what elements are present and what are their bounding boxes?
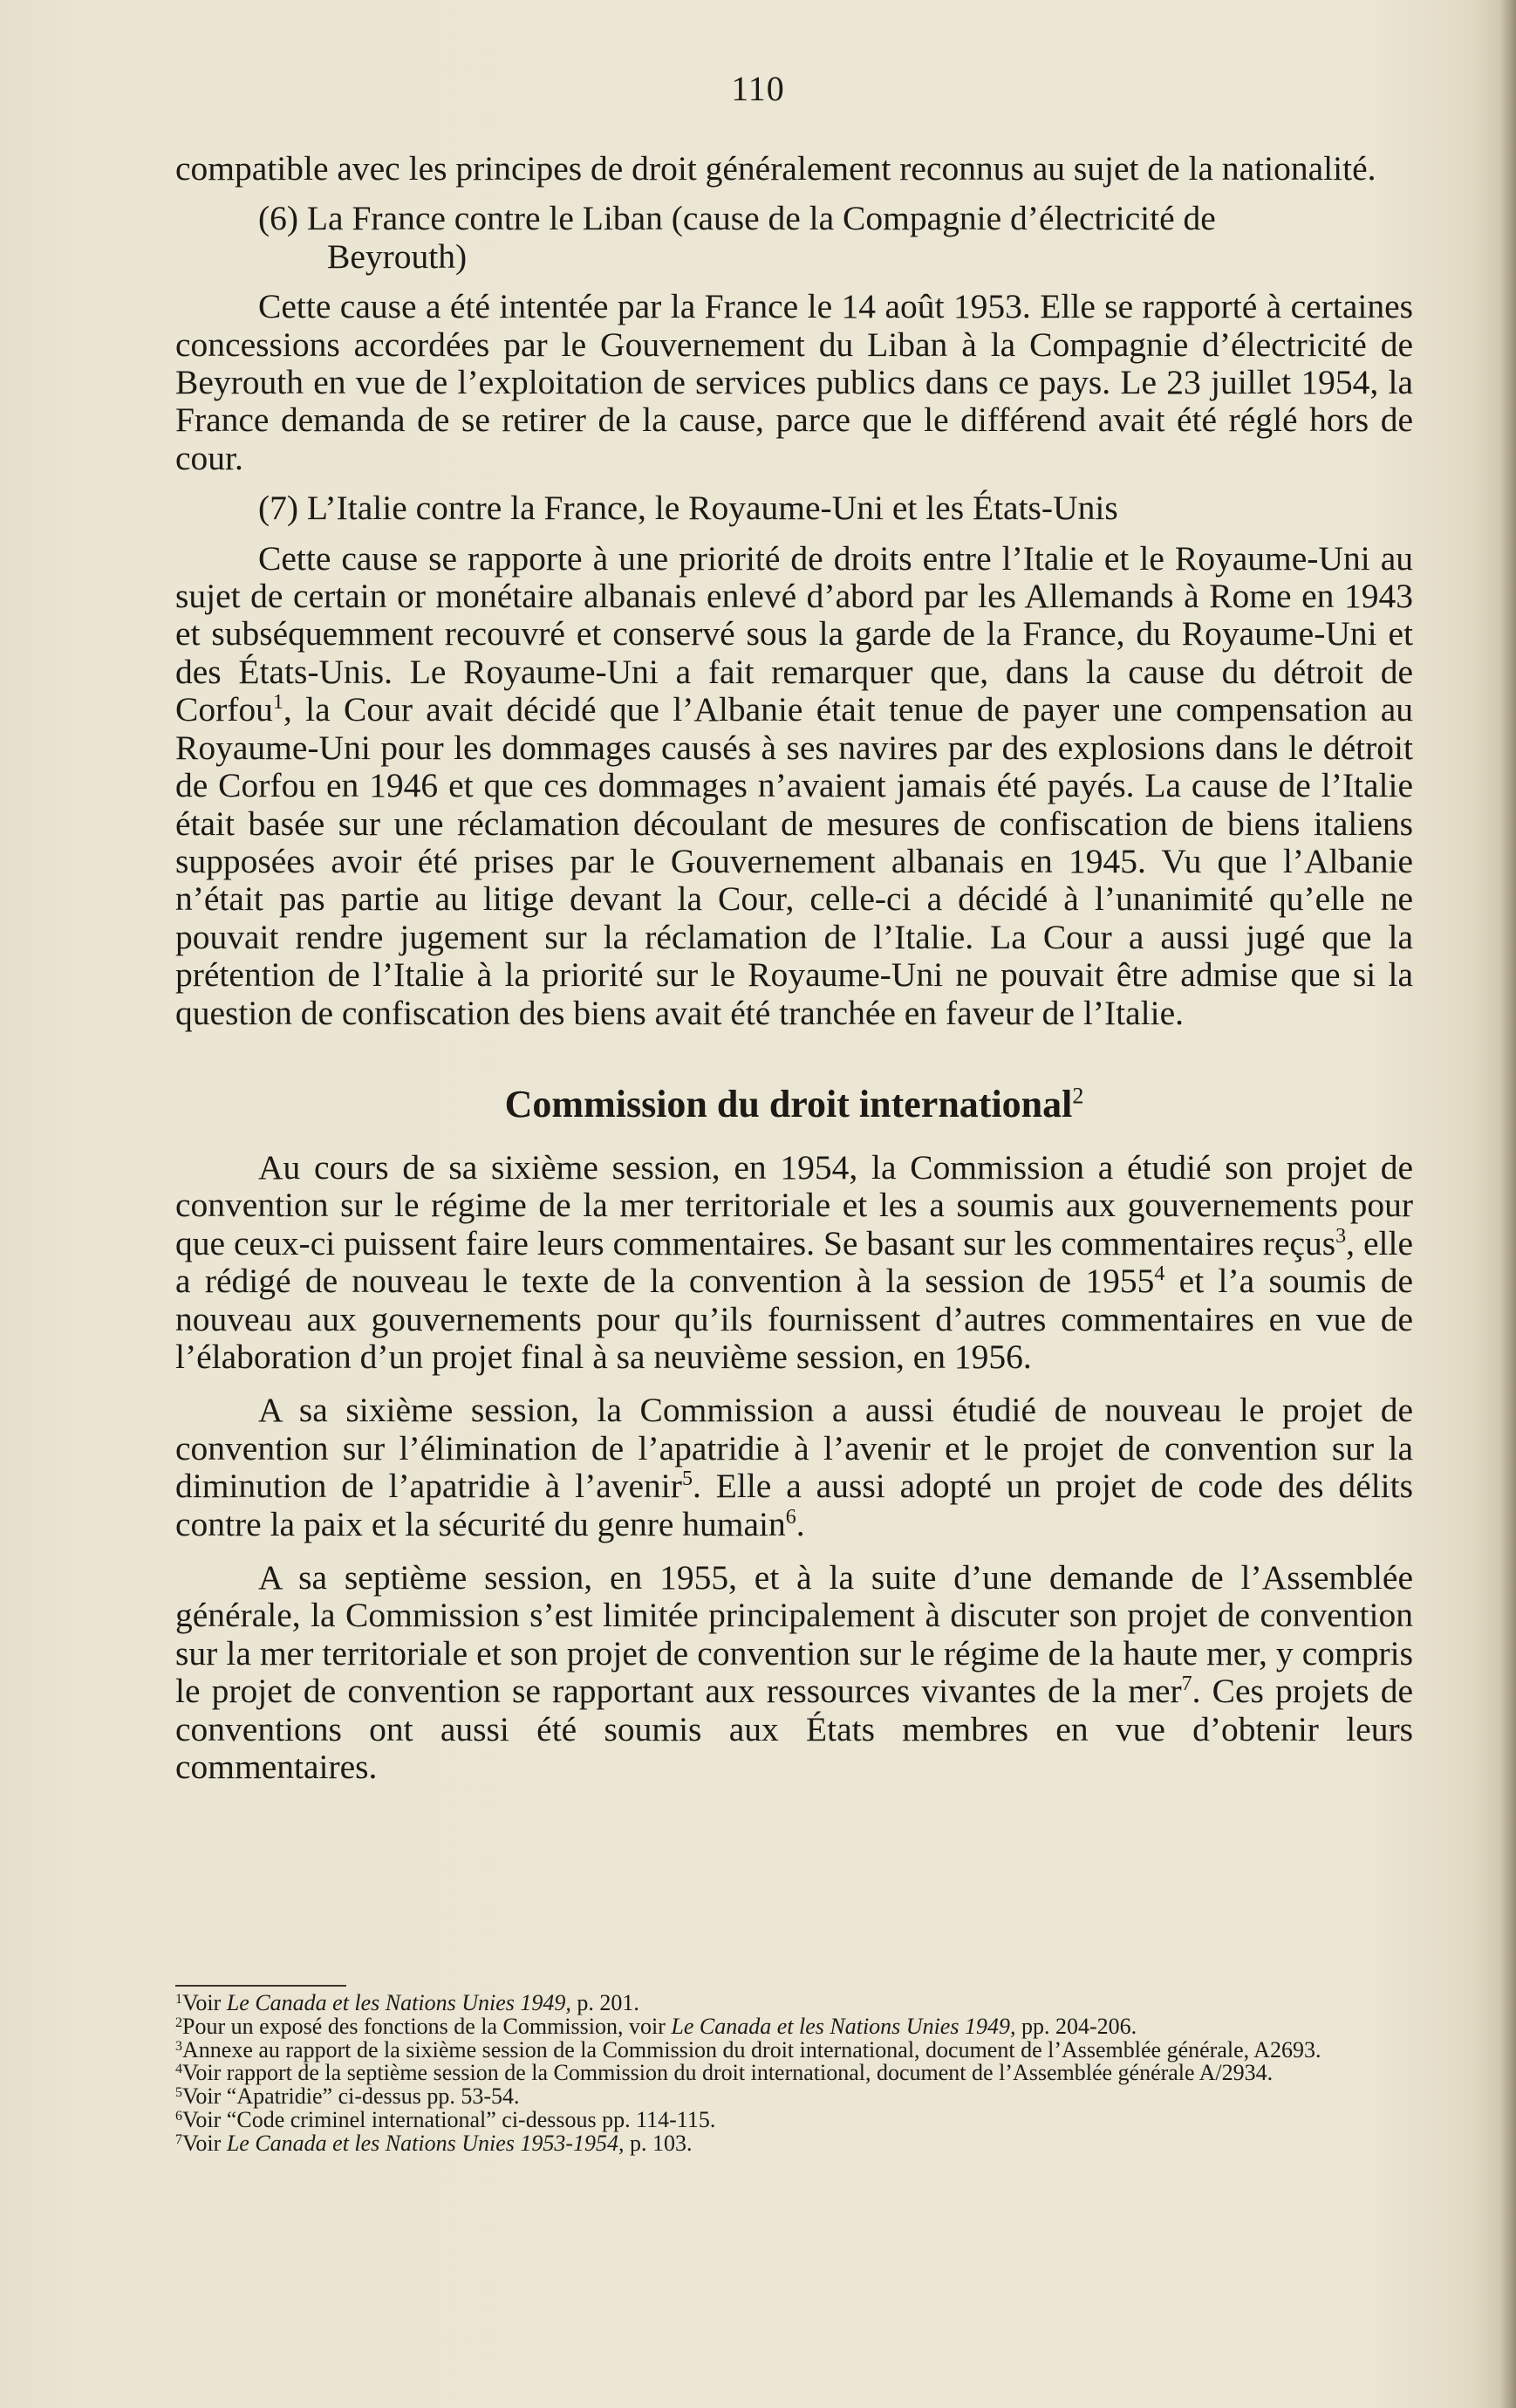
case-6-paragraph: Cette cause a été intentée par la France le 14 août 1953. Elle se rapporté à certaines concessions accordées par le Gouvernement du Liban à la Compagnie d’électricité de Beyrouth en vue de l’exploitation de services publics dans ce pays. Le 23 juillet 1954, la France demanda de se retirer de la cause, parce que le différend avait été réglé hors de cour. bbox=[175, 287, 1413, 477]
footnote-text: Annexe au rapport de la sixième session de la Commission du droit international, document de l’Assemblée générale, A2693. bbox=[182, 2036, 1321, 2063]
footnote-1 bbox=[175, 1992, 1413, 2015]
para1-part2: , elle a rédigé de nouveau le texte de la convention à la session de 1955 bbox=[175, 1223, 1413, 1301]
case-7-text-part2: , la Cour avait décidé que l’Albanie était tenue de payer une compensation au Royaume-Uni pour les dommages causés à ses navires par des explosions dans le détroit de Corfou en 1946 et que ces dommages n’avaient jamais été payés. La cause de l’Italie était basée sur une réclamation découlant de mesures de confiscation de biens italiens supposées avoir été prises par le Gouvernement albanais en 1945. Vu que l’Albanie n’était pas partie au litige devant la Cour, celle-ci a décidé à l’unanimité qu’elle ne pouvait rendre jugement sur la réclamation de l’Italie. La Cour a aussi jugé que la prétention de l’Italie à la priorité sur le Royaume-Uni ne pouvait être admise que si la question de confiscation des biens avait été tranchée en faveur de l’Italie. bbox=[175, 690, 1413, 1032]
intro-continuation: compatible avec les principes de droit généralement reconnus au sujet de la nationalité. bbox=[175, 149, 1376, 188]
para2-part2: . Elle a aussi adopté un projet de code des délits contre la paix et la sécurité du genre humain bbox=[175, 1467, 1414, 1543]
footnote-ref-4: 4 bbox=[1154, 1262, 1165, 1285]
footnote-text: Voir “Code criminel international” ci-dessous pp. 114-115. bbox=[182, 2106, 716, 2132]
footnote-ref-7: 7 bbox=[1181, 1673, 1192, 1696]
footnote-ref-6: 6 bbox=[785, 1505, 796, 1529]
footnote-number: 1 bbox=[175, 1992, 182, 2007]
footnote-number: 3 bbox=[175, 2038, 182, 2054]
section-title-text: Commission du droit international bbox=[504, 1082, 1073, 1125]
commission-paragraph-1 bbox=[175, 1149, 1413, 1376]
case-7-paragraph bbox=[175, 540, 1413, 1032]
footnote-2 bbox=[175, 2015, 1413, 2039]
footnote-7 bbox=[175, 2132, 1413, 2156]
footnote-ref-2: 2 bbox=[1072, 1083, 1084, 1109]
commission-paragraph-3 bbox=[175, 1559, 1413, 1786]
footnote-pages: p. 201. bbox=[570, 1990, 639, 2015]
footnote-text: Voir bbox=[182, 1990, 227, 2015]
footnotes bbox=[175, 1992, 1413, 2156]
footnote-4 bbox=[175, 2062, 1413, 2085]
section-title bbox=[175, 1083, 1413, 1126]
footnote-text: Voir “Apatridie” ci-dessus pp. 53-54. bbox=[182, 2083, 520, 2110]
para1-part3: et l’a soumis de nouveau aux gouvernements pour qu’ils fournissent d’autres commentaires en vue de l’élaboration d’un projet final à sa neuvième session, en 1956. bbox=[175, 1262, 1413, 1376]
para3-part1: A sa septième session, en 1955, et à la suite d’une demande de l’Assemblée générale, la Commission s’est limitée principalement à discuter son projet de convention sur la mer territoriale et son projet de convention sur le régime de la haute mer, y compris le projet de convention se rapportant aux ressources vivantes de la mer bbox=[175, 1558, 1413, 1711]
para3-part2: . Ces projets de conventions ont aussi été soumis aux États membres en vue d’obtenir leurs commentaires. bbox=[175, 1672, 1413, 1787]
footnote-text: Voir bbox=[182, 2130, 227, 2156]
para2-part3: . bbox=[796, 1504, 805, 1543]
footnote-text: Voir rapport de la septième session de la Commission du droit international, document de l’Assemblée générale A/2934. bbox=[182, 2060, 1274, 2086]
page-number: 110 bbox=[731, 69, 785, 108]
footnote-number: 7 bbox=[175, 2131, 182, 2147]
footnote-text: Pour un exposé des fonctions de la Commission, voir bbox=[182, 2013, 672, 2039]
case-7-heading: (7) L’Italie contre la France, le Royaume-Uni et les États-Unis bbox=[258, 489, 1118, 528]
footnote-3 bbox=[175, 2036, 1413, 2063]
footnote-title: Le Canada et les Nations Unies 1953-1954, bbox=[226, 2130, 625, 2156]
footnote-title: Le Canada et les Nations Unies 1949, bbox=[226, 1990, 571, 2015]
page-edge-shadow bbox=[1500, 0, 1516, 2408]
footnote-5 bbox=[175, 2085, 1413, 2109]
case-6-heading-line1: (6) La France contre le Liban (cause de la Compagnie d’électricité de bbox=[258, 199, 1216, 238]
footnote-ref-5: 5 bbox=[681, 1467, 693, 1491]
commission-paragraph-2 bbox=[175, 1392, 1413, 1543]
case-7-text-part1: Cette cause se rapporte à une priorité de droits entre l’Italie et le Royaume-Uni au sujet de certain or monétaire albanais enlevé d’abord par les Allemands à Rome en 1943 et subséquemment recouvré et conservé sous la garde de la France, du Royaume-Uni et des États-Unis. Le Royaume-Uni a fait remarquer que, dans la cause du détroit de Corfou bbox=[175, 538, 1413, 729]
para2-part1: A sa sixième session, la Commission a aussi étudié de nouveau le projet de convention sur l’élimination de l’apatridie à l’avenir et le projet de convention sur la diminution de l’apatridie à l’avenir bbox=[175, 1391, 1413, 1506]
footnote-pages: p. 103. bbox=[624, 2130, 693, 2156]
footnote-ref-3: 3 bbox=[1335, 1224, 1347, 1248]
footnote-number: 4 bbox=[175, 2062, 182, 2077]
footnote-title: Le Canada et les Nations Unies 1949, bbox=[671, 2013, 1016, 2039]
footnote-ref-1: 1 bbox=[272, 691, 283, 715]
footnote-pages: pp. 204-206. bbox=[1015, 2013, 1137, 2039]
footnote-number: 6 bbox=[175, 2108, 182, 2124]
main-text bbox=[175, 150, 1413, 1786]
case-6-heading bbox=[175, 200, 1413, 276]
footnote-separator bbox=[175, 1985, 346, 1987]
para1-part1: Au cours de sa sixième session, en 1954, la Commission a étudié son projet de convention sur le régime de la mer territoriale et les a soumis aux gouvernements pour que ceux-ci puissent faire leurs commentaires. Se basant sur les commentaires reçus bbox=[175, 1147, 1413, 1262]
footnote-number: 5 bbox=[175, 2085, 182, 2101]
case-6-heading-line2: Beyrouth) bbox=[327, 236, 468, 276]
footnote-number: 2 bbox=[175, 2015, 182, 2030]
footnote-6 bbox=[175, 2106, 1413, 2132]
